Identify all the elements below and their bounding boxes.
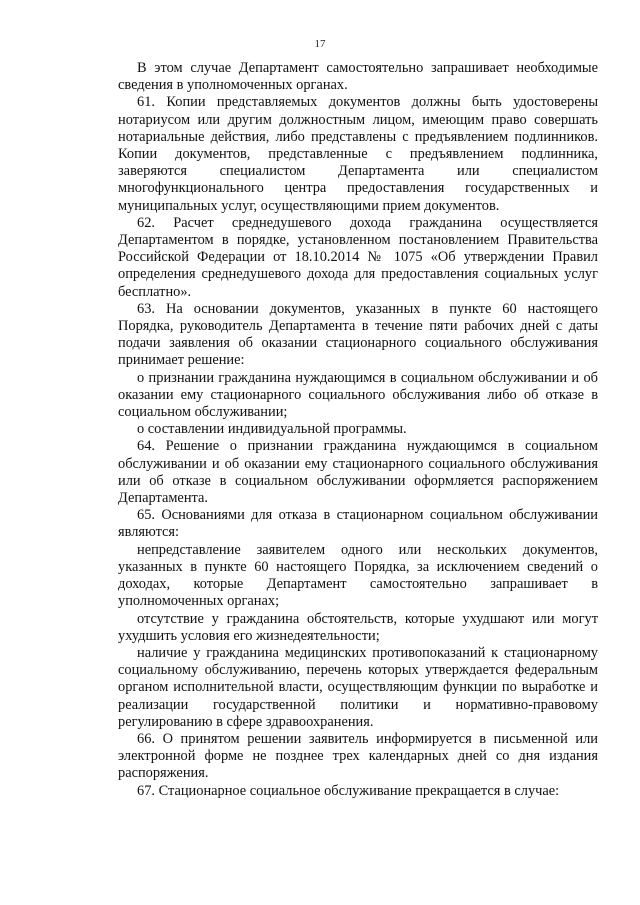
paragraph-67: 67. Стационарное социальное обслуживание прекращается в случае: <box>137 782 560 799</box>
paragraph-65-item-2: отсутствие у гражданина обстоятельств, которые ухудшают или могут ухудшить условия его жизнедеятельности; <box>118 610 598 644</box>
paragraph-intro: В этом случае Департамент самостоятельно запрашивает необходимые сведения в уполномоченных органах. <box>118 60 598 94</box>
paragraph-61: 61. Копии представляемых документов должны быть удостоверены нотариусом или другим должностным лицом, имеющим право совершать нотариальные действия, либо представлены с предъявлением подлинников. Копии документов, представленные с предъявлением подлинника, заверяются специалистом Департамента или специалистом многофункционального центра предоставления государственных и муниципальных услуг, осуществляющими прием документов. <box>118 94 598 214</box>
paragraph-63-item-2: о составлении индивидуальной программы. <box>137 421 407 438</box>
paragraph-63-item-1: о признании гражданина нуждающимся в социальном обслуживании и об оказании ему стационарного социального обслуживания либо об отказе в социальном обслуживании; <box>118 369 598 421</box>
paragraph-65-item-1: непредставление заявителем одного или нескольких документов, указанных в пункте 60 настоящего Порядка, за исключением сведений о доходах, которые Департамент самостоятельно запрашивает в уполномоченных органах; <box>118 541 598 610</box>
page-number: 17 <box>314 38 326 50</box>
document-body <box>118 60 598 800</box>
paragraph-64: 64. Решение о признании гражданина нуждающимся в социальном обслуживании и об оказании ему стационарного социального обслуживания или об отказе в социальном обслуживании оформляется распоряжением Департамента. <box>118 438 598 507</box>
paragraph-65: 65. Основаниями для отказа в стационарном социальном обслуживании являются: <box>118 507 598 541</box>
paragraph-65-item-3: наличие у гражданина медицинских противопоказаний к стационарному социальному обслуживанию, перечень которых утверждается федеральным органом исполнительной власти, осуществляющим функции по выработке и реализации государственной политики и нормативно-правовому регулированию в сфере здравоохранения. <box>118 644 598 730</box>
paragraph-62: 62. Расчет среднедушевого дохода гражданина осуществляется Департаментом в порядке, установленном постановлением Правительства Российской Федерации от 18.10.2014 № 1075 «Об утверждении Правил определения среднедушевого дохода для предоставления социальных услуг бесплатно». <box>118 214 598 300</box>
paragraph-66: 66. О принятом решении заявитель информируется в письменной или электронной форме не позднее трех календарных дней со дня издания распоряжения. <box>118 730 598 782</box>
paragraph-63: 63. На основании документов, указанных в пункте 60 настоящего Порядка, руководитель Департамента в течение пяти рабочих дней с даты подачи заявления об оказании стационарного социального обслуживания принимает решение: <box>118 300 598 369</box>
